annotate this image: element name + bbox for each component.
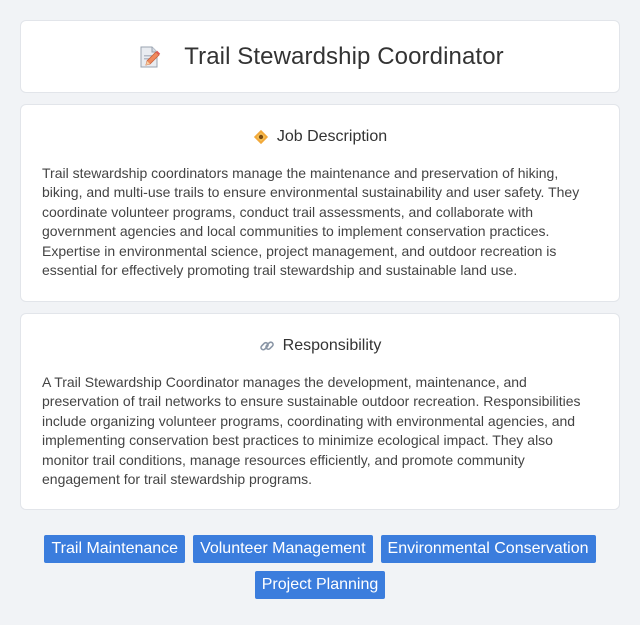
responsibility-title: Responsibility	[282, 337, 382, 354]
skill-tag: Trail Maintenance	[44, 535, 185, 563]
job-description-card	[20, 104, 620, 302]
skill-tag: Project Planning	[255, 571, 386, 599]
title-card	[20, 20, 620, 93]
document-pencil-icon	[136, 44, 162, 70]
job-description-title: Job Description	[276, 128, 388, 145]
responsibility-text: A Trail Stewardship Coordinator manages the development, maintenance, and preservation of trail networks to ensure sustainable outdoor recreation. Responsibilities include organizing volunteer programs, coordinating with environmental agencies, and implementing conservation best practices to minimize ecological impact. They also monitor trail conditions, manage resources efficiently, and promote community engagement for trail stewardship programs.	[42, 374, 581, 488]
responsibility-heading	[42, 336, 598, 356]
page-title: Trail Stewardship Coordinator	[184, 42, 504, 70]
skill-tag: Volunteer Management	[193, 535, 372, 563]
skill-tag: Environmental Conservation	[381, 535, 596, 563]
skill-tags	[20, 535, 620, 599]
badge-icon	[253, 129, 269, 145]
job-description-heading	[42, 127, 598, 147]
responsibility-card	[20, 313, 620, 510]
link-icon	[259, 338, 275, 354]
job-description-text: Trail stewardship coordinators manage the maintenance and preservation of hiking, biking, and multi-use trails to ensure environmental sustainability and user safety. They coordinate volunteer programs, conduct trail assessments, and collaborate with government agencies and local communities to implement conservation practices. Expertise in environmental science, project management, and outdoor recreation is essential for effectively promoting trail stewardship and sustainable land use.	[42, 165, 580, 279]
